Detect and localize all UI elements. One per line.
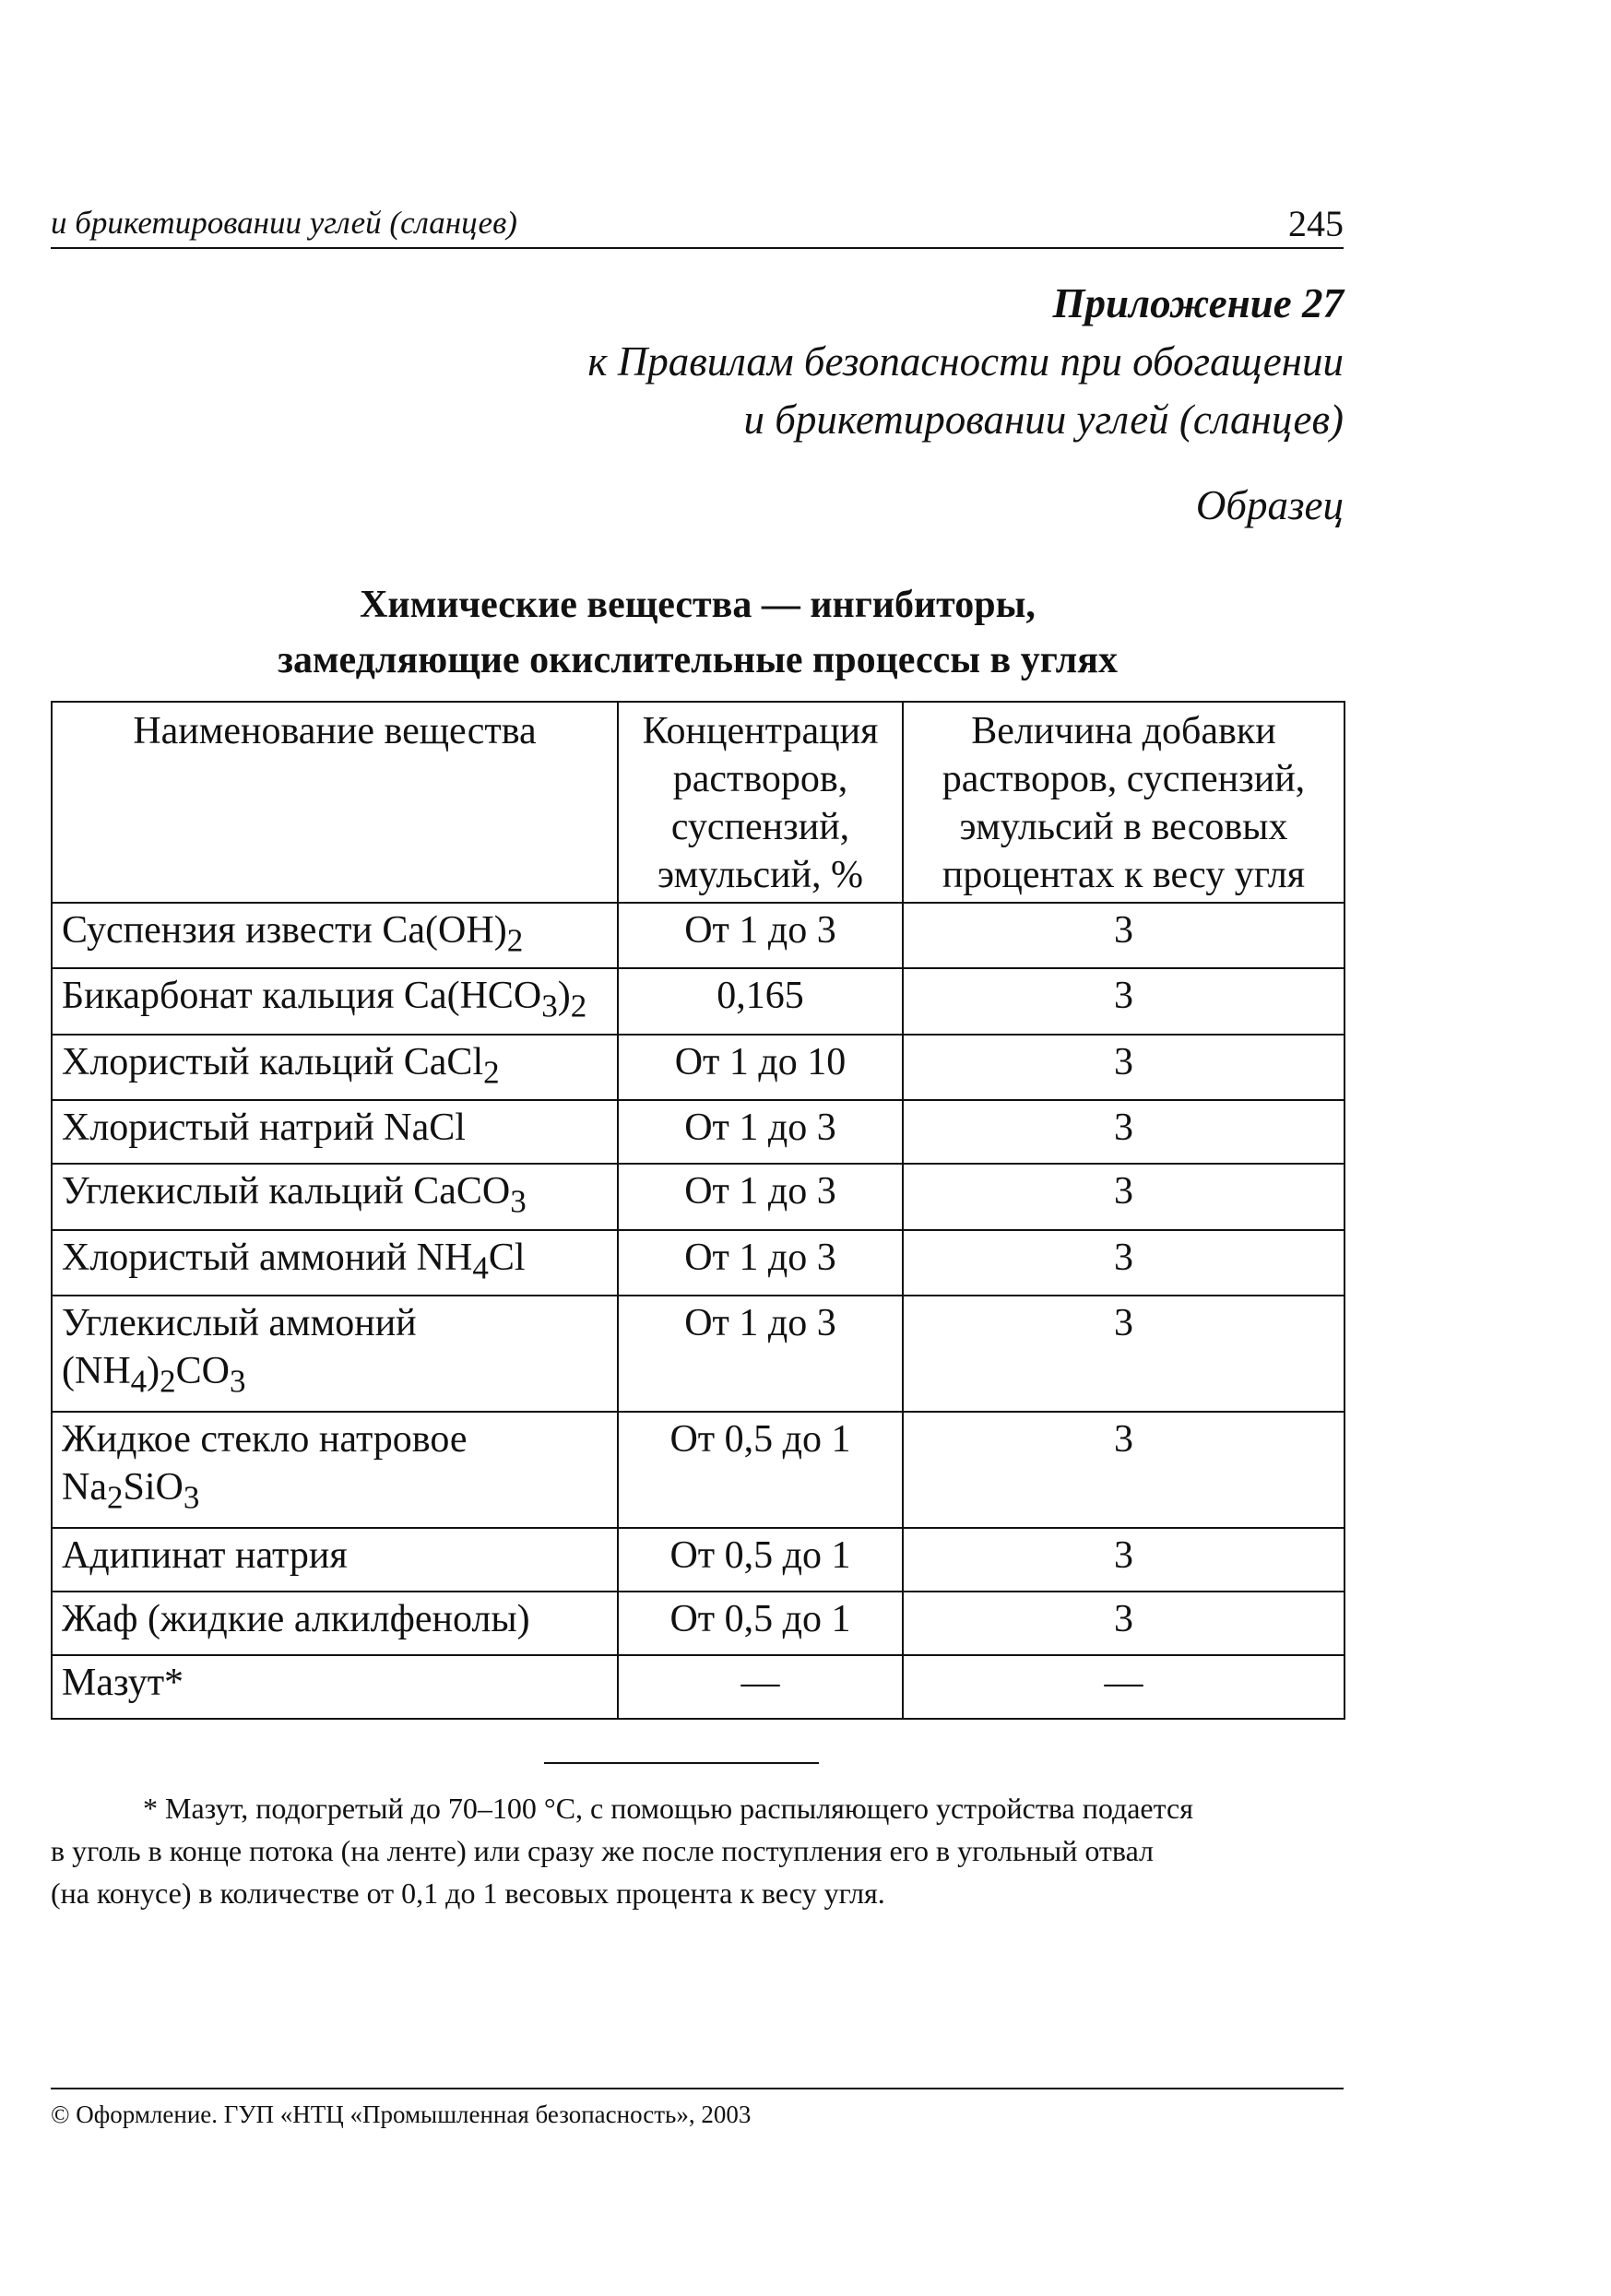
substance-name-cell: Мазут*: [52, 1655, 618, 1719]
title-line-2: замедляющие окислительные процессы в углях: [278, 639, 1118, 681]
table-row: [52, 1412, 1344, 1528]
substance-name-cell: Жаф (жидкие алкилфенолы): [52, 1592, 618, 1655]
concentration-cell: От 0,5 до 1: [618, 1412, 903, 1528]
header-substance-name: Наименование вещества: [52, 702, 618, 903]
concentration-cell: От 1 до 10: [618, 1035, 903, 1100]
substance-name-cell: Бикарбонат кальция $Ca(HCO_3)_2$: [52, 968, 618, 1034]
appendix-number: Приложение 27: [1052, 280, 1344, 326]
running-title: и брикетировании углей (сланцев): [51, 205, 517, 241]
running-header: [51, 195, 1344, 249]
concentration-cell: —: [618, 1655, 903, 1719]
inhibitors-table: [51, 701, 1345, 1720]
table-row: [52, 1592, 1344, 1655]
table-header-row: [52, 702, 1344, 903]
table-row: [52, 903, 1344, 968]
concentration-cell: От 1 до 3: [618, 1164, 903, 1229]
addition-cell: —: [903, 1655, 1344, 1719]
substance-name-cell: Хлористый аммоний $NH_4Cl$: [52, 1230, 618, 1296]
addition-cell: 3: [903, 903, 1344, 968]
table-body: [52, 903, 1344, 1719]
footnote-line-2: в уголь в конце потока (на ленте) или сразу же после поступления его в угольный отвал: [51, 1834, 1155, 1867]
concentration-cell: От 1 до 3: [618, 1296, 903, 1412]
sample-label: Образец: [1195, 482, 1344, 528]
concentration-cell: От 1 до 3: [618, 903, 903, 968]
document-title: [0, 577, 1395, 688]
substance-name-cell: Хлористый кальций CaCl$_2$: [52, 1035, 618, 1100]
concentration-cell: От 1 до 3: [618, 1100, 903, 1164]
appendix-line-2: к Правилам безопасности при обогащении: [587, 338, 1344, 385]
substance-name-cell: Жидкое стекло натровое $Na_2SiO_3$: [52, 1412, 618, 1528]
table-row: [52, 1230, 1344, 1296]
table-row: [52, 1528, 1344, 1592]
page-number: 245: [1288, 203, 1344, 244]
concentration-cell: От 0,5 до 1: [618, 1592, 903, 1655]
addition-cell: 3: [903, 1100, 1344, 1164]
table-row: [52, 1100, 1344, 1164]
header-addition-amount: Величина добавки растворов, суспензий, эмульсий в весовых процентах к весу угля: [903, 702, 1344, 903]
substance-name-cell: Суспензия извести $Ca(OH)_2$: [52, 903, 618, 968]
table-row: [52, 1296, 1344, 1412]
footnote: [51, 1787, 1344, 1914]
substance-name-cell: Углекислый аммоний $(NH_4)_2CO_3$: [52, 1296, 618, 1412]
title-line-1: Химические вещества — ингибиторы,: [360, 584, 1036, 626]
footnote-separator: [544, 1762, 819, 1764]
appendix-line-3: и брикетировании углей (сланцев): [743, 396, 1344, 443]
substance-name-cell: Углекислый кальций CaCO$_3$: [52, 1164, 618, 1229]
concentration-cell: 0,165: [618, 968, 903, 1034]
concentration-cell: От 1 до 3: [618, 1230, 903, 1296]
footnote-line-3: (на конусе) в количестве от 0,1 до 1 весовых процента к весу угля.: [51, 1876, 885, 1910]
substance-name-cell: Хлористый натрий NaCl: [52, 1100, 618, 1164]
addition-cell: 3: [903, 1296, 1344, 1412]
addition-cell: 3: [903, 1164, 1344, 1229]
addition-cell: 3: [903, 1230, 1344, 1296]
table-row: [52, 1035, 1344, 1100]
appendix-reference: [587, 275, 1344, 449]
table-row: [52, 1655, 1344, 1719]
copyright-notice: © Оформление. ГУП «НТЦ «Промышленная безопасность», 2003: [51, 2101, 752, 2128]
addition-cell: 3: [903, 968, 1344, 1034]
footnote-line-1: * Мазут, подогретый до 70–100 °С, с помощью распыляющего устройства подается: [143, 1792, 1193, 1825]
addition-cell: 3: [903, 1035, 1344, 1100]
addition-cell: 3: [903, 1528, 1344, 1592]
concentration-cell: От 0,5 до 1: [618, 1528, 903, 1592]
substance-name-cell: Адипинат натрия: [52, 1528, 618, 1592]
footer-rule: [51, 2088, 1344, 2089]
table-row: [52, 1164, 1344, 1229]
table-row: [52, 968, 1344, 1034]
header-concentration: Концентрация растворов, суспензий, эмульсий, %: [618, 702, 903, 903]
addition-cell: 3: [903, 1592, 1344, 1655]
addition-cell: 3: [903, 1412, 1344, 1528]
